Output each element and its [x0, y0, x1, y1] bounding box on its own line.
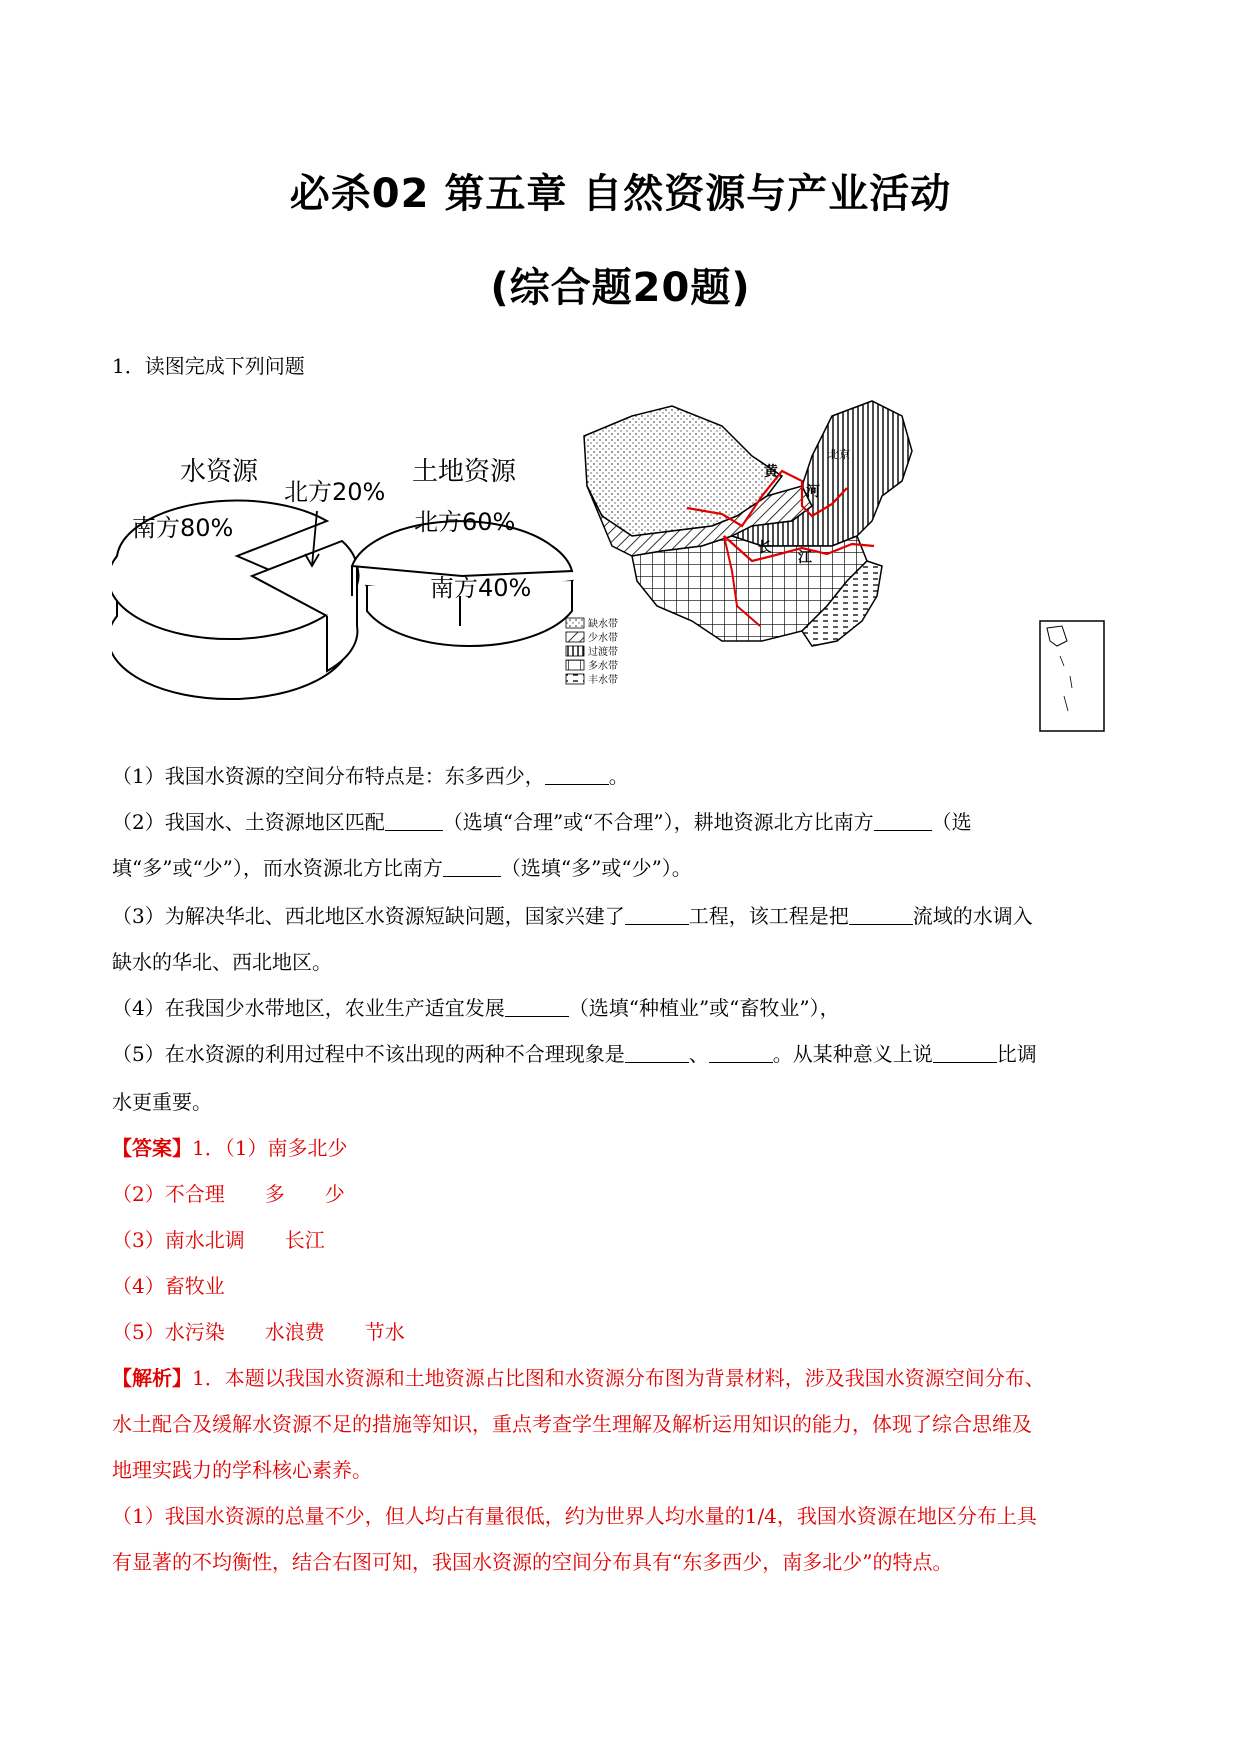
analysis-line-1: 【解析】1．本题以我国水资源和土地资源占比图和水资源分布图为背景材料，涉及我国水资源空间分布、 [112, 1366, 1045, 1390]
question-part-1: （1）我国水资源的空间分布特点是：东多西少， 。 [112, 764, 629, 788]
map-label-huang: 黄 [764, 464, 778, 480]
legend-item: 缺水带 [588, 619, 618, 630]
question-part-2-cont: 填“多”或“少”），而水资源北方比南方 （选填“多”或“少”）。 [112, 856, 692, 880]
china-water-map [584, 401, 912, 646]
legend-item: 多水带 [588, 661, 618, 672]
answer-blank[interactable] [625, 1042, 689, 1063]
land-pie-south-label: 南方40% [430, 574, 532, 602]
legend-item: 丰水带 [588, 675, 618, 686]
answer-blank[interactable] [625, 904, 689, 925]
land-pie-north-label: 北方60% [414, 508, 516, 536]
page-subtitle: (综合题20题) [490, 265, 751, 311]
answer-blank[interactable] [849, 904, 913, 925]
answer-blank[interactable] [933, 1042, 997, 1063]
analysis-line-4: （1）我国水资源的总量不少，但人均占有量很低，约为世界人均水量的1/4，我国水资源在地区分布上具 [112, 1504, 1037, 1528]
analysis-label: 【解析】 [112, 1366, 192, 1390]
map-legend [566, 617, 618, 686]
answer-line-1: 【答案】1．（1）南多北少 [112, 1136, 348, 1160]
answer-line-4: （4）畜牧业 [112, 1274, 225, 1298]
question-stem: 1．读图完成下列问题 [112, 354, 305, 378]
answer-blank[interactable] [443, 856, 501, 877]
question-figure [112, 396, 1132, 741]
answer-blank[interactable] [709, 1042, 773, 1063]
answer-line-3: （3）南水北调 长江 [112, 1228, 325, 1252]
map-label-he: 河 [806, 484, 820, 500]
map-label-chang: 长 [758, 540, 772, 556]
water-pie-title: 水资源 [180, 457, 259, 487]
water-pie-south-label: 南方80% [132, 514, 234, 542]
answer-line-5: （5）水污染 水浪费 节水 [112, 1320, 405, 1344]
map-label-jiang: 江 [798, 550, 812, 566]
water-pie-north-label: 北方20% [284, 478, 386, 506]
land-pie-title: 土地资源 [412, 457, 517, 487]
analysis-line-3: 地理实践力的学科核心素养。 [112, 1458, 372, 1482]
question-part-2: （2）我国水、土资源地区匹配 （选填“合理”或“不合理”），耕地资源北方比南方 （选 [112, 810, 972, 834]
page-title: 必杀02 第五章 自然资源与产业活动 [289, 171, 952, 217]
legend-item: 少水带 [588, 633, 618, 644]
map-inset [1040, 621, 1104, 731]
question-part-3: （3）为解决华北、西北地区水资源短缺问题，国家兴建了 工程，该工程是把 流域的水调入 [112, 904, 1033, 928]
analysis-line-5: 有显著的不均衡性，结合右图可知，我国水资源的空间分布具有“东多西少，南多北少”的特点。 [112, 1550, 953, 1574]
analysis-line-2: 水土配合及缓解水资源不足的措施等知识，重点考查学生理解及解析运用知识的能力，体现了综合思维及 [112, 1412, 1032, 1436]
answer-line-2: （2）不合理 多 少 [112, 1182, 345, 1206]
answer-label: 【答案】 [112, 1136, 192, 1160]
question-part-3-cont: 缺水的华北、西北地区。 [112, 950, 332, 974]
answer-blank[interactable] [385, 810, 443, 831]
legend-item: 过渡带 [588, 647, 618, 658]
answer-blank[interactable] [874, 810, 932, 831]
question-part-5: （5）在水资源的利用过程中不该出现的两种不合理现象是 、 。从某种意义上说 比调 [112, 1042, 1037, 1066]
answer-blank[interactable] [545, 764, 609, 785]
question-part-5-cont: 水更重要。 [112, 1090, 212, 1114]
question-part-4: （4）在我国少水带地区，农业生产适宜发展 （选填“种植业”或“畜牧业”）， [112, 996, 840, 1020]
map-label-beijing: 北京 [828, 448, 850, 461]
answer-blank[interactable] [505, 996, 569, 1017]
